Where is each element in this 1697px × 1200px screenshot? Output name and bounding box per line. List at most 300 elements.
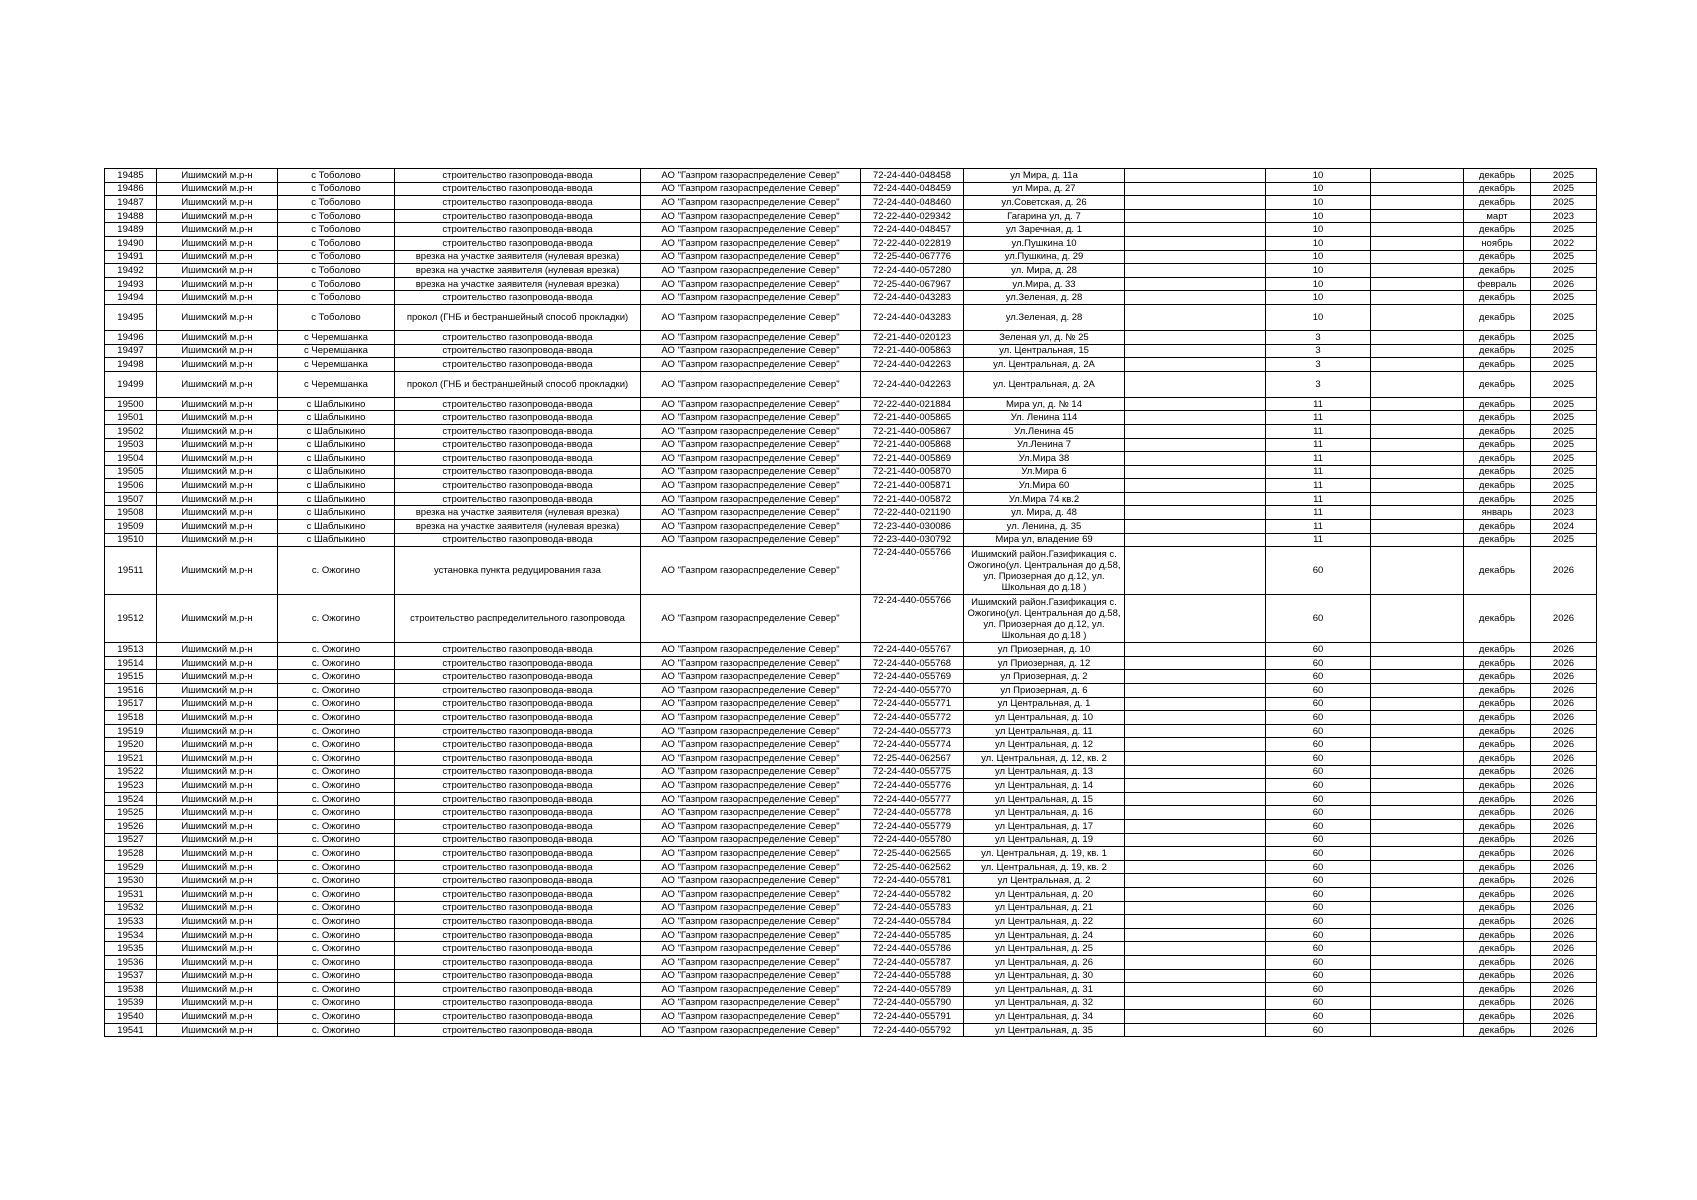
organization-cell: АО "Газпром газораспределение Север" xyxy=(641,182,861,196)
row-number-cell: 19514 xyxy=(105,656,157,670)
table-row xyxy=(105,264,1597,278)
table-row xyxy=(105,291,1597,305)
row-number-cell: 19490 xyxy=(105,236,157,250)
year-cell: 2026 xyxy=(1531,711,1597,725)
organization-cell: АО "Газпром газораспределение Север" xyxy=(641,779,861,793)
work-type-cell: строительство газопровода-ввода xyxy=(395,915,641,929)
table-row xyxy=(105,438,1597,452)
value-cell: 60 xyxy=(1266,887,1371,901)
empty-cell xyxy=(1125,520,1266,534)
month-cell: декабрь xyxy=(1464,533,1531,547)
organization-cell: АО "Газпром газораспределение Север" xyxy=(641,452,861,466)
district-cell: Ишимский м.р-н xyxy=(157,223,278,237)
empty-cell xyxy=(1371,397,1464,411)
month-cell: декабрь xyxy=(1464,520,1531,534)
row-number-cell: 19520 xyxy=(105,738,157,752)
row-number-cell: 19535 xyxy=(105,942,157,956)
table-row xyxy=(105,955,1597,969)
organization-cell: АО "Газпром газораспределение Север" xyxy=(641,847,861,861)
work-type-cell: строительство газопровода-ввода xyxy=(395,330,641,344)
settlement-cell: с Тоболово xyxy=(278,291,395,305)
value-cell: 10 xyxy=(1266,169,1371,183)
empty-cell xyxy=(1371,330,1464,344)
empty-cell xyxy=(1125,724,1266,738)
address-cell: ул Центральная, д. 34 xyxy=(964,1010,1125,1024)
work-type-cell: строительство газопровода-ввода xyxy=(395,928,641,942)
cadastral-number-cell: 72-25-440-062562 xyxy=(861,860,964,874)
empty-cell xyxy=(1125,670,1266,684)
row-number-cell: 19492 xyxy=(105,264,157,278)
settlement-cell: с. Ожогино xyxy=(278,983,395,997)
table-row xyxy=(105,996,1597,1010)
cadastral-number-cell: 72-21-440-005868 xyxy=(861,438,964,452)
year-cell: 2025 xyxy=(1531,411,1597,425)
empty-cell xyxy=(1371,344,1464,358)
district-cell: Ишимский м.р-н xyxy=(157,684,278,698)
table-row xyxy=(105,806,1597,820)
empty-cell xyxy=(1125,169,1266,183)
value-cell: 11 xyxy=(1266,452,1371,466)
work-type-cell: строительство газопровода-ввода xyxy=(395,656,641,670)
empty-cell xyxy=(1125,738,1266,752)
table-row xyxy=(105,792,1597,806)
row-number-cell: 19487 xyxy=(105,196,157,210)
settlement-cell: с. Ожогино xyxy=(278,643,395,657)
row-number-cell: 19494 xyxy=(105,291,157,305)
empty-cell xyxy=(1371,358,1464,372)
cadastral-number-cell: 72-24-440-055780 xyxy=(861,833,964,847)
organization-cell: АО "Газпром газораспределение Север" xyxy=(641,438,861,452)
cadastral-number-cell: 72-24-440-042263 xyxy=(861,358,964,372)
value-cell: 60 xyxy=(1266,697,1371,711)
month-cell: декабрь xyxy=(1464,806,1531,820)
empty-cell xyxy=(1371,169,1464,183)
empty-cell xyxy=(1371,411,1464,425)
row-number-cell: 19512 xyxy=(105,595,157,643)
settlement-cell: с. Ожогино xyxy=(278,1023,395,1037)
district-cell: Ишимский м.р-н xyxy=(157,752,278,766)
address-cell: ул Центральная, д. 30 xyxy=(964,969,1125,983)
row-number-cell: 19500 xyxy=(105,397,157,411)
month-cell: декабрь xyxy=(1464,223,1531,237)
table-row xyxy=(105,169,1597,183)
work-type-cell: строительство газопровода-ввода xyxy=(395,236,641,250)
month-cell: декабрь xyxy=(1464,738,1531,752)
value-cell: 10 xyxy=(1266,236,1371,250)
work-type-cell: строительство газопровода-ввода xyxy=(395,223,641,237)
empty-cell xyxy=(1125,792,1266,806)
table-row xyxy=(105,595,1597,643)
cadastral-number-cell: 72-24-440-055791 xyxy=(861,1010,964,1024)
table-row xyxy=(105,765,1597,779)
year-cell: 2026 xyxy=(1531,833,1597,847)
district-cell: Ишимский м.р-н xyxy=(157,1023,278,1037)
district-cell: Ишимский м.р-н xyxy=(157,860,278,874)
empty-cell xyxy=(1371,860,1464,874)
empty-cell xyxy=(1371,955,1464,969)
month-cell: декабрь xyxy=(1464,697,1531,711)
value-cell: 60 xyxy=(1266,942,1371,956)
gas-connection-table xyxy=(104,168,1597,1037)
table-row xyxy=(105,711,1597,725)
empty-cell xyxy=(1125,277,1266,291)
empty-cell xyxy=(1125,942,1266,956)
organization-cell: АО "Газпром газораспределение Север" xyxy=(641,291,861,305)
settlement-cell: с Черемшанка xyxy=(278,344,395,358)
address-cell: ул Центральная, д. 24 xyxy=(964,928,1125,942)
year-cell: 2026 xyxy=(1531,779,1597,793)
value-cell: 11 xyxy=(1266,479,1371,493)
address-cell: ул. Центральная, д. 2А xyxy=(964,358,1125,372)
cadastral-number-cell: 72-21-440-005867 xyxy=(861,424,964,438)
year-cell: 2025 xyxy=(1531,397,1597,411)
work-type-cell: строительство газопровода-ввода xyxy=(395,533,641,547)
address-cell: ул Центральная, д. 12 xyxy=(964,738,1125,752)
district-cell: Ишимский м.р-н xyxy=(157,983,278,997)
cadastral-number-cell: 72-24-440-055787 xyxy=(861,955,964,969)
settlement-cell: с. Ожогино xyxy=(278,724,395,738)
value-cell: 11 xyxy=(1266,465,1371,479)
empty-cell xyxy=(1125,928,1266,942)
row-number-cell: 19522 xyxy=(105,765,157,779)
value-cell: 11 xyxy=(1266,533,1371,547)
month-cell: декабрь xyxy=(1464,196,1531,210)
value-cell: 60 xyxy=(1266,847,1371,861)
value-cell: 60 xyxy=(1266,806,1371,820)
month-cell: декабрь xyxy=(1464,983,1531,997)
district-cell: Ишимский м.р-н xyxy=(157,264,278,278)
cadastral-number-cell: 72-24-440-055766 xyxy=(861,547,964,595)
district-cell: Ишимский м.р-н xyxy=(157,397,278,411)
empty-cell xyxy=(1371,492,1464,506)
table-row xyxy=(105,397,1597,411)
empty-cell xyxy=(1125,996,1266,1010)
month-cell: декабрь xyxy=(1464,438,1531,452)
value-cell: 60 xyxy=(1266,1023,1371,1037)
month-cell: декабрь xyxy=(1464,465,1531,479)
settlement-cell: с Тоболово xyxy=(278,264,395,278)
address-cell: Мира ул, владение 69 xyxy=(964,533,1125,547)
address-cell: ул Центральная, д. 31 xyxy=(964,983,1125,997)
settlement-cell: с. Ожогино xyxy=(278,738,395,752)
address-cell: Зеленая ул, д. № 25 xyxy=(964,330,1125,344)
settlement-cell: с Тоболово xyxy=(278,182,395,196)
year-cell: 2025 xyxy=(1531,371,1597,397)
value-cell: 60 xyxy=(1266,1010,1371,1024)
empty-cell xyxy=(1125,492,1266,506)
year-cell: 2025 xyxy=(1531,304,1597,330)
settlement-cell: с. Ожогино xyxy=(278,547,395,595)
row-number-cell: 19515 xyxy=(105,670,157,684)
year-cell: 2025 xyxy=(1531,169,1597,183)
empty-cell xyxy=(1371,371,1464,397)
address-cell: ул Центральная, д. 32 xyxy=(964,996,1125,1010)
year-cell: 2026 xyxy=(1531,969,1597,983)
year-cell: 2026 xyxy=(1531,819,1597,833)
address-cell: Ул.Ленина 45 xyxy=(964,424,1125,438)
row-number-cell: 19539 xyxy=(105,996,157,1010)
work-type-cell: строительство газопровода-ввода xyxy=(395,792,641,806)
settlement-cell: с. Ожогино xyxy=(278,697,395,711)
cadastral-number-cell: 72-24-440-055792 xyxy=(861,1023,964,1037)
table-row xyxy=(105,492,1597,506)
month-cell: декабрь xyxy=(1464,684,1531,698)
district-cell: Ишимский м.р-н xyxy=(157,942,278,956)
settlement-cell: с. Ожогино xyxy=(278,595,395,643)
empty-cell xyxy=(1125,955,1266,969)
month-cell: декабрь xyxy=(1464,304,1531,330)
month-cell: декабрь xyxy=(1464,996,1531,1010)
empty-cell xyxy=(1125,209,1266,223)
work-type-cell: строительство газопровода-ввода xyxy=(395,697,641,711)
organization-cell: АО "Газпром газораспределение Север" xyxy=(641,344,861,358)
month-cell: декабрь xyxy=(1464,1023,1531,1037)
work-type-cell: строительство газопровода-ввода xyxy=(395,1010,641,1024)
organization-cell: АО "Газпром газораспределение Север" xyxy=(641,264,861,278)
settlement-cell: с. Ожогино xyxy=(278,819,395,833)
address-cell: Гагарина ул, д. 7 xyxy=(964,209,1125,223)
empty-cell xyxy=(1125,465,1266,479)
empty-cell xyxy=(1371,887,1464,901)
cadastral-number-cell: 72-22-440-021884 xyxy=(861,397,964,411)
address-cell: ул Центральная, д. 35 xyxy=(964,1023,1125,1037)
settlement-cell: с. Ожогино xyxy=(278,779,395,793)
organization-cell: АО "Газпром газораспределение Север" xyxy=(641,547,861,595)
district-cell: Ишимский м.р-н xyxy=(157,847,278,861)
cadastral-number-cell: 72-24-440-055783 xyxy=(861,901,964,915)
district-cell: Ишимский м.р-н xyxy=(157,452,278,466)
work-type-cell: строительство газопровода-ввода xyxy=(395,465,641,479)
row-number-cell: 19509 xyxy=(105,520,157,534)
empty-cell xyxy=(1371,223,1464,237)
value-cell: 60 xyxy=(1266,752,1371,766)
district-cell: Ишимский м.р-н xyxy=(157,411,278,425)
organization-cell: АО "Газпром газораспределение Север" xyxy=(641,752,861,766)
work-type-cell: строительство газопровода-ввода xyxy=(395,1023,641,1037)
cadastral-number-cell: 72-24-440-055777 xyxy=(861,792,964,806)
empty-cell xyxy=(1125,806,1266,820)
cadastral-number-cell: 72-24-440-043283 xyxy=(861,304,964,330)
row-number-cell: 19532 xyxy=(105,901,157,915)
table-row xyxy=(105,752,1597,766)
empty-cell xyxy=(1125,291,1266,305)
settlement-cell: с. Ожогино xyxy=(278,670,395,684)
cadastral-number-cell: 72-21-440-005863 xyxy=(861,344,964,358)
district-cell: Ишимский м.р-н xyxy=(157,438,278,452)
organization-cell: АО "Газпром газораспределение Север" xyxy=(641,330,861,344)
cadastral-number-cell: 72-22-440-021190 xyxy=(861,506,964,520)
year-cell: 2026 xyxy=(1531,874,1597,888)
month-cell: январь xyxy=(1464,506,1531,520)
row-number-cell: 19507 xyxy=(105,492,157,506)
district-cell: Ишимский м.р-н xyxy=(157,765,278,779)
value-cell: 60 xyxy=(1266,711,1371,725)
empty-cell xyxy=(1371,819,1464,833)
district-cell: Ишимский м.р-н xyxy=(157,656,278,670)
empty-cell xyxy=(1125,779,1266,793)
empty-cell xyxy=(1125,250,1266,264)
settlement-cell: с. Ожогино xyxy=(278,847,395,861)
table-row xyxy=(105,547,1597,595)
district-cell: Ишимский м.р-н xyxy=(157,806,278,820)
address-cell: ул Центральная, д. 15 xyxy=(964,792,1125,806)
address-cell: Мира ул, д. № 14 xyxy=(964,397,1125,411)
row-number-cell: 19533 xyxy=(105,915,157,929)
table-row xyxy=(105,236,1597,250)
address-cell: ул. Центральная, д. 12, кв. 2 xyxy=(964,752,1125,766)
value-cell: 3 xyxy=(1266,371,1371,397)
value-cell: 3 xyxy=(1266,330,1371,344)
address-cell: ул Центральная, д. 11 xyxy=(964,724,1125,738)
district-cell: Ишимский м.р-н xyxy=(157,738,278,752)
cadastral-number-cell: 72-24-440-055775 xyxy=(861,765,964,779)
address-cell: ул Центральная, д. 16 xyxy=(964,806,1125,820)
organization-cell: АО "Газпром газораспределение Север" xyxy=(641,223,861,237)
work-type-cell: строительство газопровода-ввода xyxy=(395,765,641,779)
value-cell: 10 xyxy=(1266,277,1371,291)
empty-cell xyxy=(1125,915,1266,929)
settlement-cell: с. Ожогино xyxy=(278,752,395,766)
settlement-cell: с. Ожогино xyxy=(278,1010,395,1024)
value-cell: 60 xyxy=(1266,595,1371,643)
table-row xyxy=(105,411,1597,425)
cadastral-number-cell: 72-24-440-048458 xyxy=(861,169,964,183)
year-cell: 2026 xyxy=(1531,860,1597,874)
year-cell: 2025 xyxy=(1531,438,1597,452)
month-cell: март xyxy=(1464,209,1531,223)
year-cell: 2026 xyxy=(1531,738,1597,752)
empty-cell xyxy=(1125,643,1266,657)
address-cell: Ишимский район.Газификация с. Ожогино(ул. Центральная до д.58, ул. Приозерная до д.12, ул. Школьная до д.18 ) xyxy=(964,595,1125,643)
cadastral-number-cell: 72-21-440-005872 xyxy=(861,492,964,506)
settlement-cell: с. Ожогино xyxy=(278,928,395,942)
district-cell: Ишимский м.р-н xyxy=(157,724,278,738)
month-cell: декабрь xyxy=(1464,169,1531,183)
address-cell: ул.Зеленая, д. 28 xyxy=(964,291,1125,305)
cadastral-number-cell: 72-21-440-005870 xyxy=(861,465,964,479)
settlement-cell: с Черемшанка xyxy=(278,330,395,344)
row-number-cell: 19502 xyxy=(105,424,157,438)
row-number-cell: 19485 xyxy=(105,169,157,183)
empty-cell xyxy=(1125,223,1266,237)
value-cell: 10 xyxy=(1266,209,1371,223)
cadastral-number-cell: 72-24-440-055776 xyxy=(861,779,964,793)
year-cell: 2026 xyxy=(1531,887,1597,901)
table-row xyxy=(105,209,1597,223)
row-number-cell: 19499 xyxy=(105,371,157,397)
organization-cell: АО "Газпром газораспределение Север" xyxy=(641,955,861,969)
cadastral-number-cell: 72-24-440-048457 xyxy=(861,223,964,237)
cadastral-number-cell: 72-24-440-048460 xyxy=(861,196,964,210)
table-row xyxy=(105,901,1597,915)
month-cell: декабрь xyxy=(1464,595,1531,643)
row-number-cell: 19513 xyxy=(105,643,157,657)
organization-cell: АО "Газпром газораспределение Север" xyxy=(641,643,861,657)
district-cell: Ишимский м.р-н xyxy=(157,465,278,479)
work-type-cell: строительство газопровода-ввода xyxy=(395,752,641,766)
settlement-cell: с Тоболово xyxy=(278,250,395,264)
settlement-cell: с. Ожогино xyxy=(278,806,395,820)
district-cell: Ишимский м.р-н xyxy=(157,506,278,520)
month-cell: декабрь xyxy=(1464,250,1531,264)
empty-cell xyxy=(1125,860,1266,874)
empty-cell xyxy=(1371,806,1464,820)
year-cell: 2023 xyxy=(1531,209,1597,223)
address-cell: ул Центральная, д. 26 xyxy=(964,955,1125,969)
year-cell: 2025 xyxy=(1531,196,1597,210)
work-type-cell: строительство газопровода-ввода xyxy=(395,643,641,657)
row-number-cell: 19488 xyxy=(105,209,157,223)
table-row xyxy=(105,684,1597,698)
organization-cell: АО "Газпром газораспределение Север" xyxy=(641,765,861,779)
district-cell: Ишимский м.р-н xyxy=(157,492,278,506)
work-type-cell: строительство газопровода-ввода xyxy=(395,901,641,915)
organization-cell: АО "Газпром газораспределение Север" xyxy=(641,411,861,425)
month-cell: декабрь xyxy=(1464,819,1531,833)
settlement-cell: с. Ожогино xyxy=(278,874,395,888)
empty-cell xyxy=(1125,765,1266,779)
empty-cell xyxy=(1371,928,1464,942)
settlement-cell: с Шаблыкино xyxy=(278,533,395,547)
organization-cell: АО "Газпром газораспределение Север" xyxy=(641,792,861,806)
table-row xyxy=(105,874,1597,888)
table-row xyxy=(105,779,1597,793)
address-cell: ул.Зеленая, д. 28 xyxy=(964,304,1125,330)
table-row xyxy=(105,330,1597,344)
empty-cell xyxy=(1125,684,1266,698)
work-type-cell: строительство газопровода-ввода xyxy=(395,438,641,452)
district-cell: Ишимский м.р-н xyxy=(157,996,278,1010)
month-cell: декабрь xyxy=(1464,371,1531,397)
settlement-cell: с Тоболово xyxy=(278,236,395,250)
district-cell: Ишимский м.р-н xyxy=(157,792,278,806)
value-cell: 60 xyxy=(1266,656,1371,670)
row-number-cell: 19540 xyxy=(105,1010,157,1024)
empty-cell xyxy=(1371,196,1464,210)
empty-cell xyxy=(1125,264,1266,278)
table-row xyxy=(105,670,1597,684)
year-cell: 2026 xyxy=(1531,684,1597,698)
district-cell: Ишимский м.р-н xyxy=(157,236,278,250)
empty-cell xyxy=(1371,874,1464,888)
work-type-cell: строительство газопровода-ввода xyxy=(395,169,641,183)
empty-cell xyxy=(1125,983,1266,997)
value-cell: 60 xyxy=(1266,915,1371,929)
settlement-cell: с. Ожогино xyxy=(278,765,395,779)
table-row xyxy=(105,277,1597,291)
work-type-cell: строительство газопровода-ввода xyxy=(395,492,641,506)
empty-cell xyxy=(1125,330,1266,344)
address-cell: ул.Советская, д. 26 xyxy=(964,196,1125,210)
year-cell: 2025 xyxy=(1531,330,1597,344)
value-cell: 60 xyxy=(1266,819,1371,833)
row-number-cell: 19541 xyxy=(105,1023,157,1037)
month-cell: декабрь xyxy=(1464,452,1531,466)
cadastral-number-cell: 72-24-440-055768 xyxy=(861,656,964,670)
table-body xyxy=(105,169,1597,1037)
empty-cell xyxy=(1371,996,1464,1010)
address-cell: ул. Центральная, 15 xyxy=(964,344,1125,358)
value-cell: 60 xyxy=(1266,969,1371,983)
district-cell: Ишимский м.р-н xyxy=(157,969,278,983)
empty-cell xyxy=(1371,236,1464,250)
year-cell: 2026 xyxy=(1531,277,1597,291)
year-cell: 2026 xyxy=(1531,724,1597,738)
settlement-cell: с Тоболово xyxy=(278,277,395,291)
address-cell: Ул.Мира 38 xyxy=(964,452,1125,466)
row-number-cell: 19534 xyxy=(105,928,157,942)
empty-cell xyxy=(1371,424,1464,438)
